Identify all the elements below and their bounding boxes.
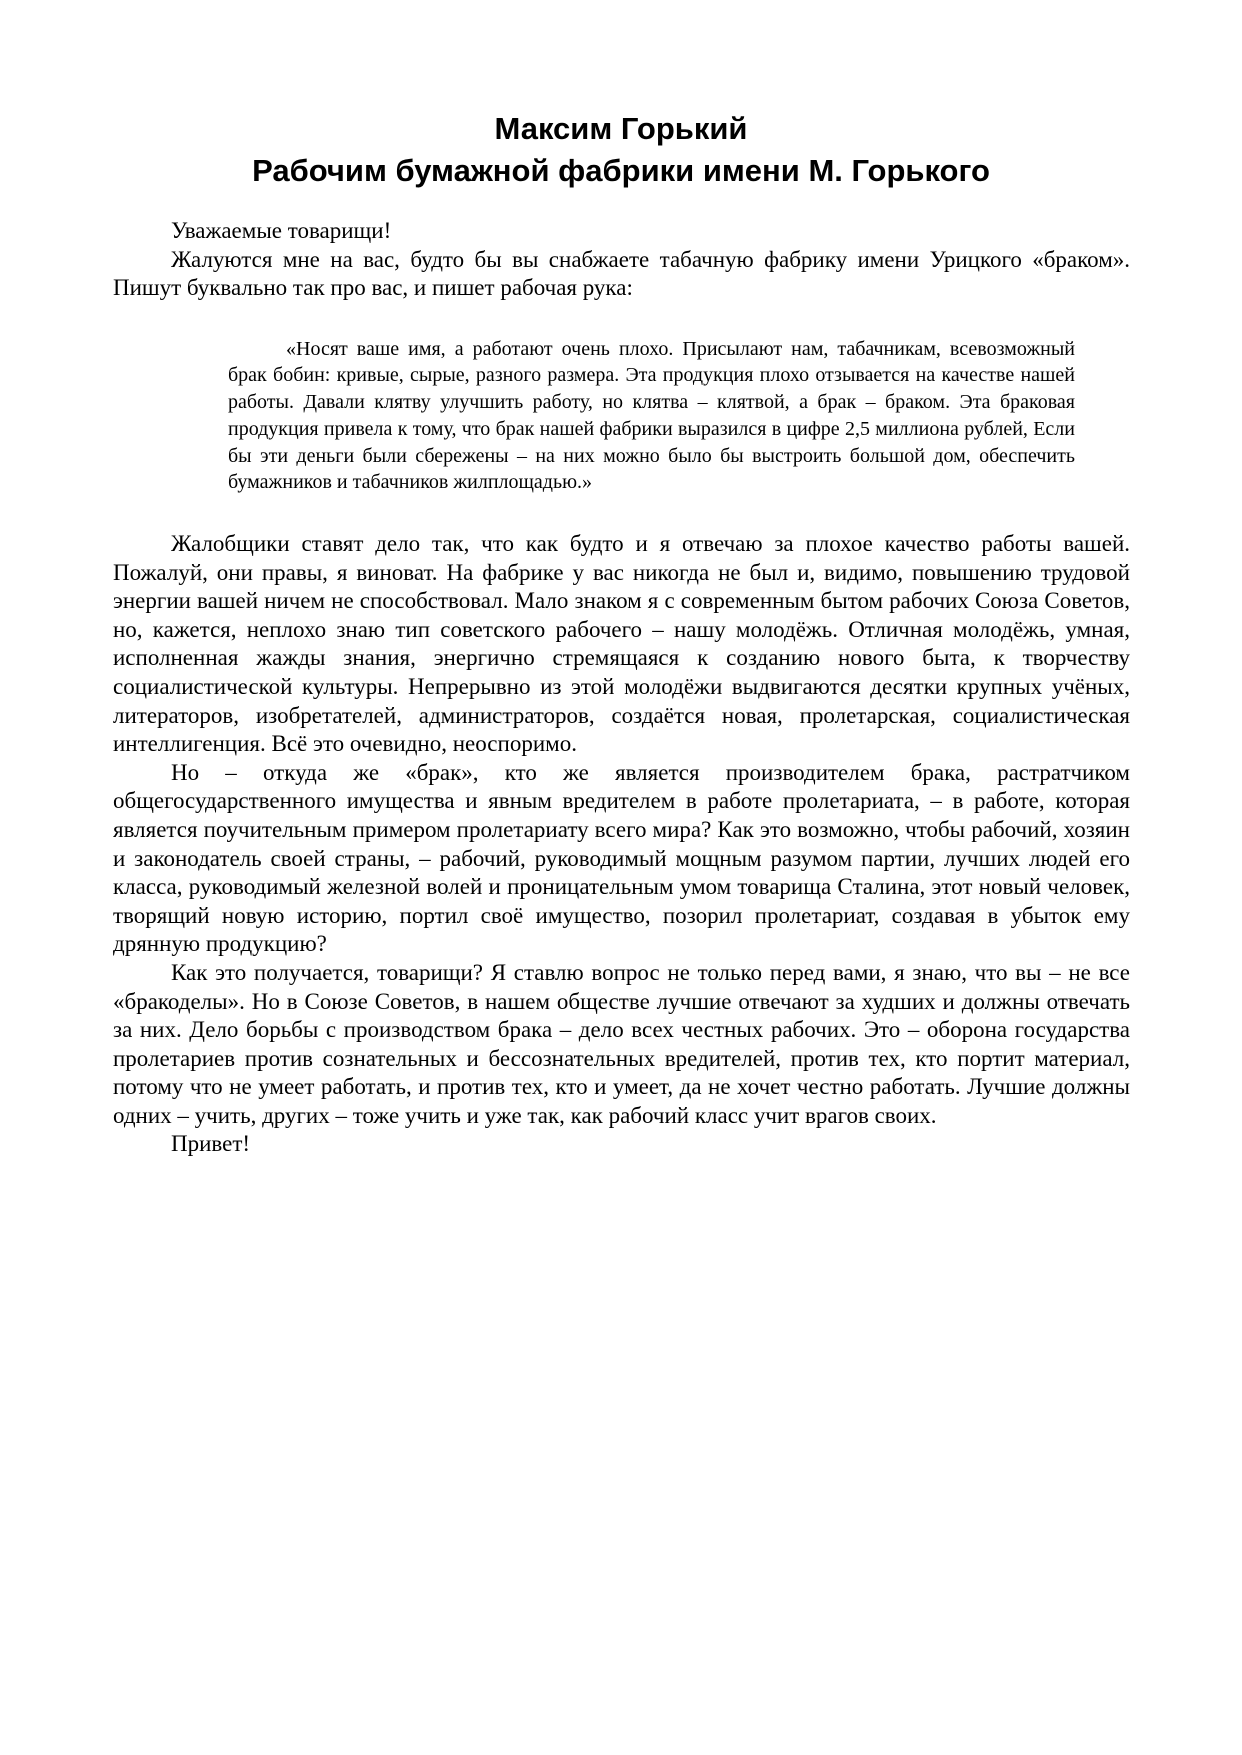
document-header [0, 108, 1242, 192]
greeting: Уважаемые товарищи! [171, 218, 392, 243]
document-body [113, 217, 1130, 1159]
body-paragraph: Как это получается, товарищи? Я ставлю вопрос не только перед вами, я знаю, что вы – не все «бракоделы». Но в Союзе Советов, в нашем обществе лучшие отвечают за худших и должны отвечать за них. Дело борьбы с производством брака – дело всех честных рабочих. Это – оборона государства пролетариев против сознательных и бессознательных вредителей, против тех, кто портит материал, потому что не умеет работать, и против тех, кто и умеет, да не хочет честно работать. Лучшие должны одних – учить, других – тоже учить и уже так, как рабочий класс учит врагов своих. [113, 959, 1130, 1128]
block-quote [113, 336, 1130, 496]
intro-paragraph: Жалуются мне на вас, будто бы вы снабжаете табачную фабрику имени Урицкого «браком». Пишут буквально так про вас, и пишет рабочая рука: [113, 246, 1130, 301]
body-paragraph: Жалобщики ставят дело так, что как будто и я отвечаю за плохое качество работы вашей. Пожалуй, они правы, я виноват. На фабрике у вас никогда не был и, видимо, повышению трудовой энергии вашей ничем не способствовал. Мало знаком я с современным бытом рабочих Союза Советов, но, кажется, неплохо знаю тип советского рабочего – нашу молодёжь. Отличная молодёжь, умная, исполненная жажды знания, энергично стремящаяся к созданию нового быта, к творчеству социалистической культуры. Непрерывно из этой молодёжи выдвигаются десятки крупных учёных, литераторов, изобретателей, администраторов, создаётся новая, пролетарская, социалистическая интеллигенция. Всё это очевидно, неоспоримо. [113, 531, 1130, 757]
closing-salutation: Привет! [171, 1131, 251, 1157]
quote-text: «Носят ваше имя, а работают очень плохо. Присылают нам, табачникам, всевозможный брак бобин: кривые, сырые, разного размера. Эта продукция плохо отзывается на качестве нашей работы. Давали клятву улучшить работу, но клятва – клятвой, а брак – браком. Эта браковая продукция привела к тому, что брак нашей фабрики выразился в цифре 2,5 миллиона рублей, Если бы эти деньги были сбережены – на них можно было бы выстроить большой дом, обеспечить бумажников и табачников жилплощадью.» [228, 337, 1075, 494]
author-name: Максим Горький [494, 111, 748, 146]
body-paragraph: Но – откуда же «брак», кто же является производителем брака, растратчиком общегосударственного имущества и явным вредителем в работе пролетариата, – в работе, которая является поучительным примером пролетариату всего мира? Как это возможно, чтобы рабочий, хозяин и законодатель своей страны, – рабочий, руководимый мощным разумом партии, лучших людей его класса, руководимый железной волей и проницательным умом товарища Сталина, этот новый человек, творящий новую историю, портил своё имущество, позорил пролетариат, создавая в убыток ему дрянную продукцию? [113, 759, 1130, 957]
document-title: Рабочим бумажной фабрики имени М. Горького [252, 153, 990, 188]
